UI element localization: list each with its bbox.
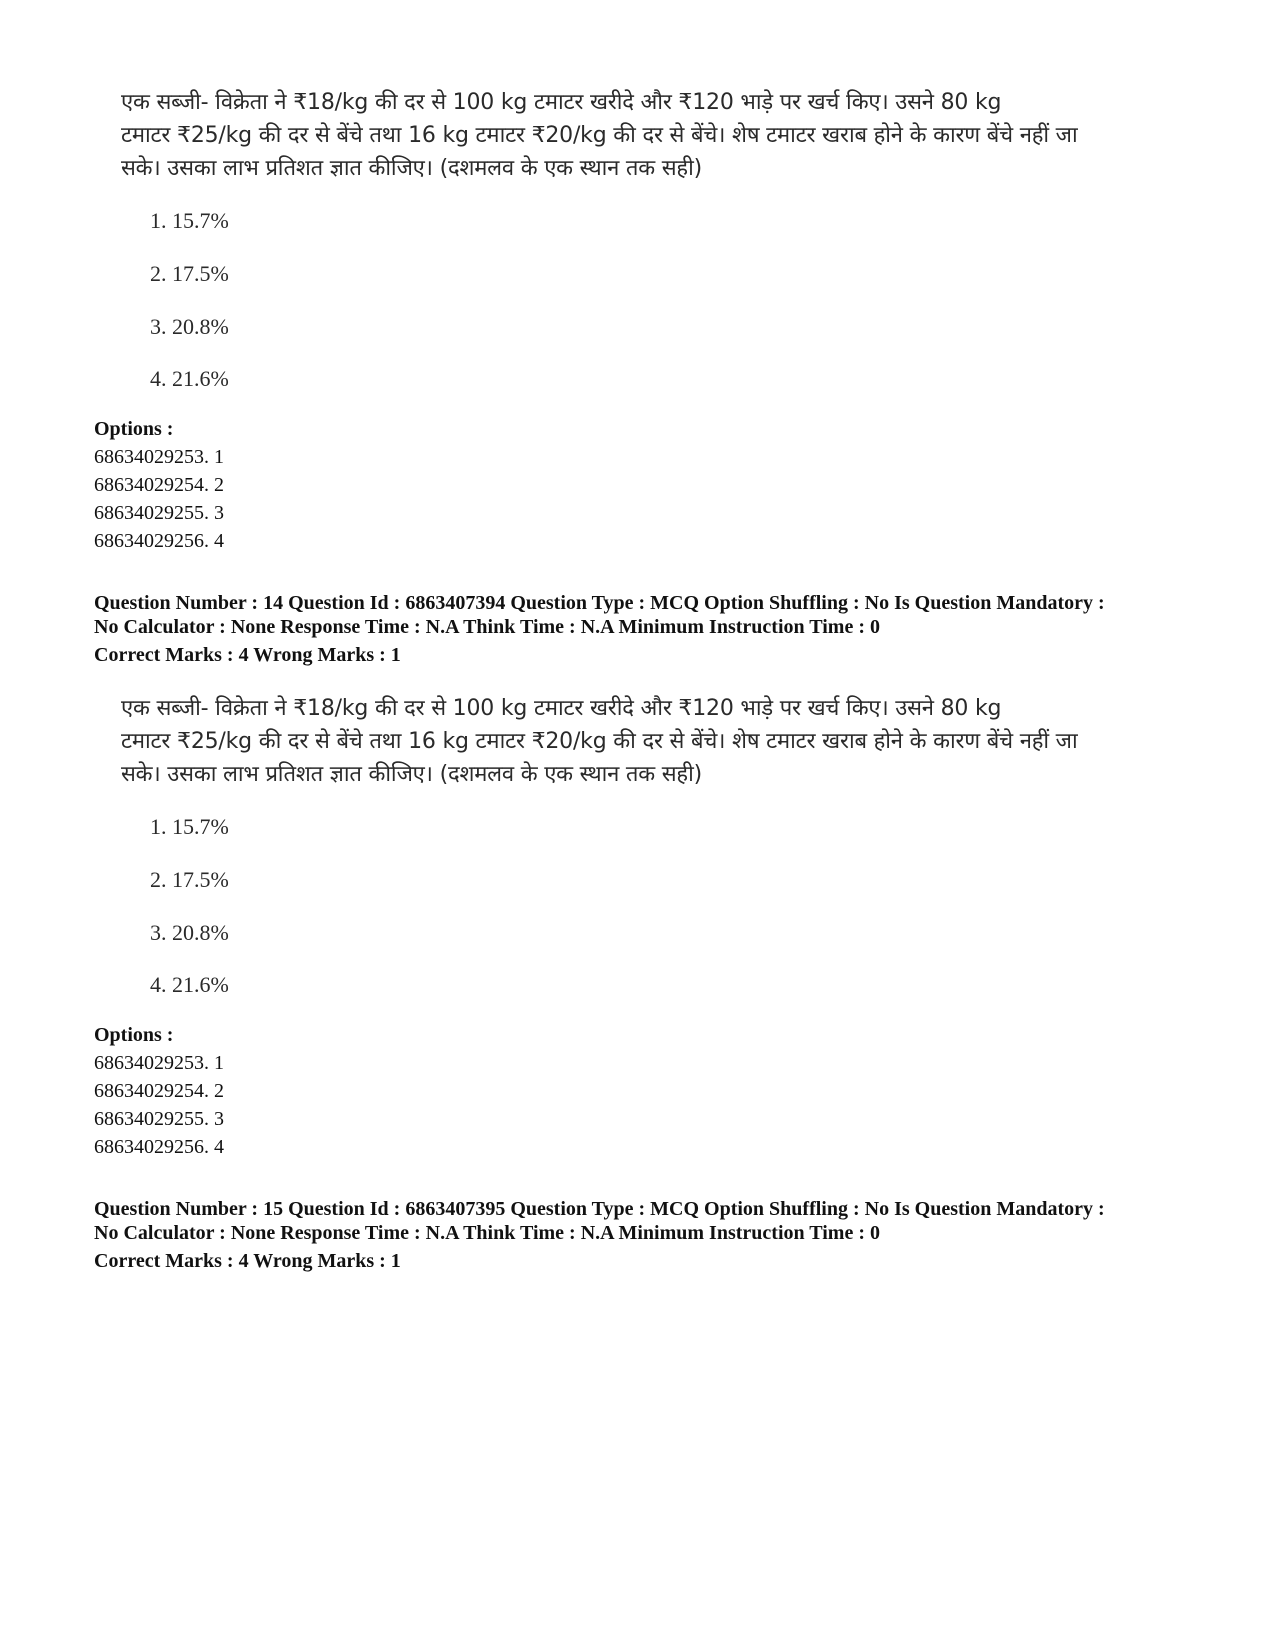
answer-choice: 2. 17.5% (150, 867, 229, 892)
question-meta-line: Question Number : 15 Question Id : 6863407395 Question Type : MCQ Option Shuffling : No Is Question Mandatory : (94, 1198, 1105, 1220)
question-meta-line: No Calculator : None Response Time : N.A Think Time : N.A Minimum Instruction Time : 0 (94, 616, 880, 638)
question-meta (94, 1197, 1194, 1273)
option-id: 68634029253. 1 (94, 1052, 224, 1074)
question-text (121, 86, 1181, 185)
question-meta-line: Question Number : 14 Question Id : 6863407394 Question Type : MCQ Option Shuffling : No Is Question Mandatory : (94, 592, 1105, 614)
question-line: सके। उसका लाभ प्रतिशत ज्ञात कीजिए। (दशमलव के एक स्थान तक सही) (121, 762, 702, 787)
question-line: टमाटर ₹25/kg की दर से बेंचे तथा 16 kg टमाटर ₹20/kg की दर से बेंचे। शेष टमाटर खराब होने के कारण बेंचे नहीं जा (121, 729, 1078, 754)
option-id: 68634029256. 4 (94, 1136, 224, 1158)
options-label: Options : (94, 418, 174, 440)
marks-line: Correct Marks : 4 Wrong Marks : 1 (94, 1250, 401, 1272)
option-id: 68634029254. 2 (94, 1080, 224, 1102)
answer-choice: 2. 17.5% (150, 261, 229, 286)
option-id: 68634029255. 3 (94, 502, 224, 524)
option-id: 68634029254. 2 (94, 474, 224, 496)
question-text (121, 692, 1181, 791)
question-line: एक सब्जी- विक्रेता ने ₹18/kg की दर से 100 kg टमाटर खरीदे और ₹120 भाड़े पर खर्च किए। उसने 80 kg (121, 696, 1002, 721)
option-id: 68634029253. 1 (94, 446, 224, 468)
question-meta-line: No Calculator : None Response Time : N.A Think Time : N.A Minimum Instruction Time : 0 (94, 1222, 880, 1244)
answer-choice: 4. 21.6% (150, 972, 229, 997)
question-meta (94, 591, 1194, 667)
question-line: एक सब्जी- विक्रेता ने ₹18/kg की दर से 100 kg टमाटर खरीदे और ₹120 भाड़े पर खर्च किए। उसने 80 kg (121, 90, 1002, 115)
marks-line: Correct Marks : 4 Wrong Marks : 1 (94, 644, 401, 666)
answer-choice: 1. 15.7% (150, 208, 229, 233)
answer-choice: 3. 20.8% (150, 920, 229, 945)
question-line: टमाटर ₹25/kg की दर से बेंचे तथा 16 kg टमाटर ₹20/kg की दर से बेंचे। शेष टमाटर खराब होने के कारण बेंचे नहीं जा (121, 123, 1078, 148)
answer-choice: 1. 15.7% (150, 814, 229, 839)
option-id: 68634029256. 4 (94, 530, 224, 552)
option-id: 68634029255. 3 (94, 1108, 224, 1130)
answer-choice: 4. 21.6% (150, 366, 229, 391)
question-line: सके। उसका लाभ प्रतिशत ज्ञात कीजिए। (दशमलव के एक स्थान तक सही) (121, 156, 702, 181)
answer-choice: 3. 20.8% (150, 314, 229, 339)
options-label: Options : (94, 1024, 174, 1046)
